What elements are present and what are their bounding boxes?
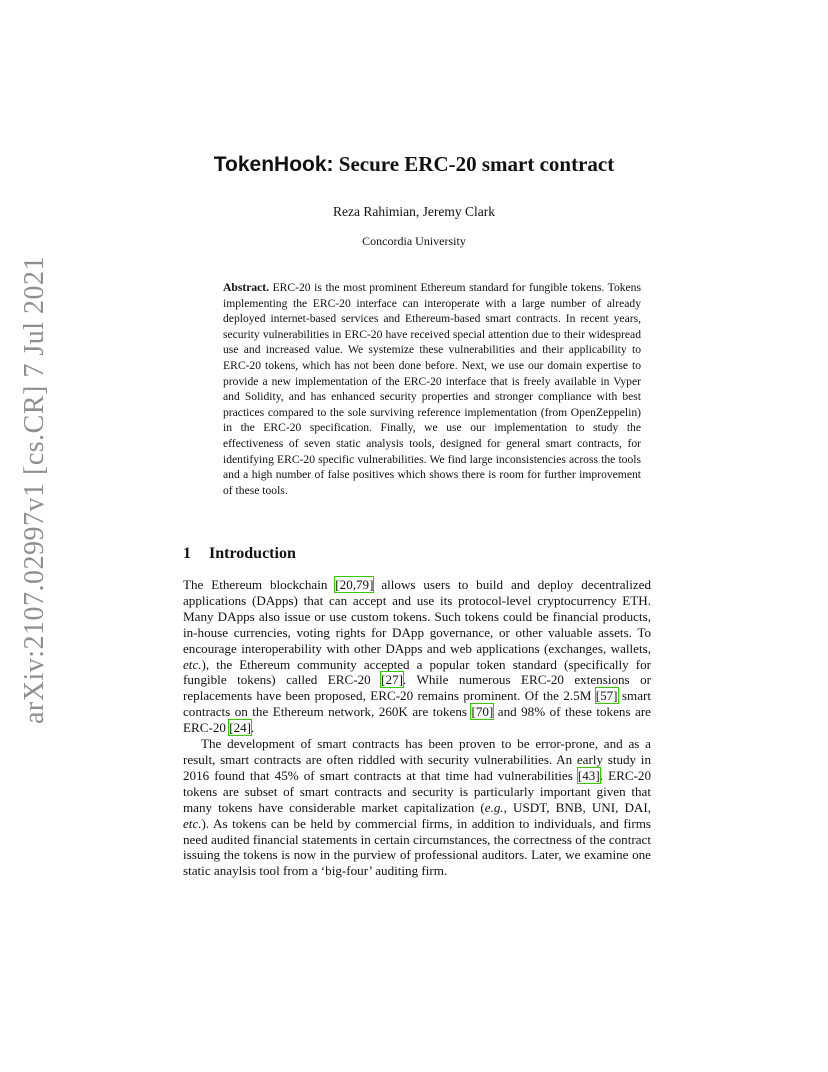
paragraph-text: . (251, 720, 255, 736)
arxiv-identifier: arXiv:2107.02997v1 [cs.CR] 7 Jul 2021 (19, 255, 50, 725)
paper-title (0, 152, 828, 177)
title-tokenhook: TokenHook: (213, 153, 334, 176)
paragraph-text: and 98% of these tokens are ERC-20 (183, 704, 651, 736)
paragraph-text: . While numerous ERC-20 extensions or replacements have been proposed, ERC-20 remains prominent. Of the 2.5M (183, 672, 652, 704)
paragraph-text: ). As tokens can be held by commercial firms, in addition to individuals, and firms need audited financial statements in certain circumstances, the correctness of the contract issuing the tokens is now in the purview of professional auditors. Later, we examine one static anaylsis tool from a ‘big-four’ auditing firm. (183, 815, 651, 879)
citation-link[interactable]: [20,79] (335, 577, 374, 592)
paragraph-text: allows users to build and deploy decentralized applications (DApps) that can accept and use its protocol-level cryptocurrency ETH. Many DApps also issue or use custom tokens. Such tokens could be financial products, in-house currencies, voting rights for DApp governance, or other valuable assets. To encourage interoperability with other DApps and web applications (exchanges, wallets, (183, 577, 651, 656)
paragraph-text: USDT, BNB, UNI, DAI, (506, 799, 651, 815)
paragraph-text: The Ethereum blockchain (183, 577, 336, 592)
affiliation: Concordia University (362, 234, 466, 248)
italic-text: e.g., (484, 799, 507, 815)
section-number: 1 (183, 545, 191, 562)
italic-text: etc. (183, 656, 202, 672)
citation-link[interactable]: [57] (595, 688, 618, 704)
section-heading (183, 545, 296, 563)
abstract (223, 280, 641, 498)
citation-link[interactable]: [70] (471, 704, 494, 720)
paragraph-text: . ERC-20 tokens are subset of smart contracts and security is particularly important given that many tokens have considerable market capitalization ( (183, 767, 652, 815)
paragraph-2 (183, 736, 651, 879)
abstract-text: ERC-20 is the most prominent Ethereum standard for fungible tokens. Tokens implementing the ERC-20 interface can interoperate with a large number of already deployed internet-based services and Ethereum-based smart contracts. In recent years, security vulnerabilities in ERC-20 have received special attention due to their widespread use and increased value. We systemize these vulnerabilities and their applicability to ERC-20 tokens, which has not been done before. Next, we use our domain expertise to provide a new implementation of the ERC-20 interface that is freely available in Vyper and Solidity, and has enhanced security properties and stronger compliance with best practices compared to the sole surviving reference implementation (from OpenZeppelin) in the ERC-20 specification. Finally, we use our implementation to study the effectiveness of seven static analysis tools, designed for general smart contracts, for identifying ERC-20 specific vulnerabilities. We find large inconsistencies across the tools and a high number of false positives which shows there is room for further improvement of these tools. (223, 281, 641, 497)
abstract-label: Abstract. (223, 281, 270, 294)
italic-text: etc. (183, 815, 202, 831)
paragraph-1 (183, 577, 651, 736)
citation-link[interactable]: [24] (229, 720, 252, 736)
paragraph-text: The development of smart contracts has been proven to be error-prone, and as a result, smart contracts are often riddled with security vulnerabilities. An early study in 2016 found that 45% of smart contracts at that time had vulnerabilities (183, 736, 651, 783)
section-body (183, 577, 651, 879)
paragraph-text: ), the Ethereum community accepted a popular token standard (specifically for fungible tokens) called ERC-20 (183, 656, 651, 688)
citation-link[interactable]: [43] (577, 767, 600, 783)
title-rest: Secure ERC-20 smart contract (333, 152, 615, 176)
authors: Reza Rahimian, Jeremy Clark (333, 204, 495, 219)
section-title: Introduction (209, 545, 296, 562)
citation-link[interactable]: [27] (381, 672, 403, 688)
paragraph-text: smart contracts on the Ethereum network, 260K are tokens (183, 688, 652, 720)
